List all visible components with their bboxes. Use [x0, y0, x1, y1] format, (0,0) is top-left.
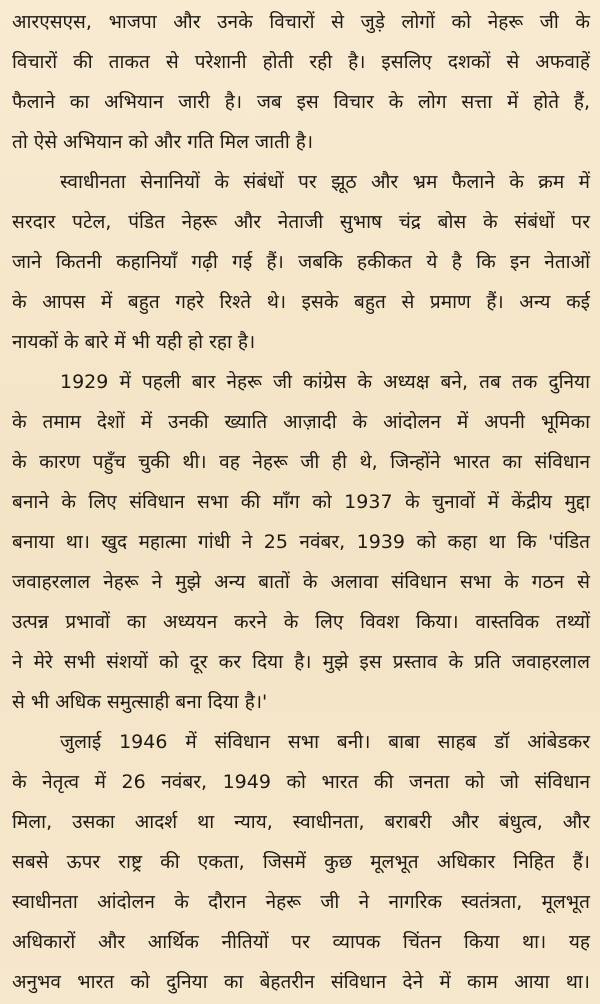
paragraph-4-line-5: स्वाधीनता आंदोलन के दौरान नेहरू जी ने नागरिक स्वतंत्रता, मूलभूत: [12, 891, 590, 913]
paragraph-3-line-3: के कारण पहुँच चुकी थी। वह नेहरू जी ही थे, जिन्होंने भारत का संविधान: [12, 451, 590, 473]
paragraph-2-line-3: जाने कितनी कहानियाँ गढ़ी गई हैं। जबकि हकीकत ये है कि इन नेताओं: [12, 251, 590, 273]
paragraph-4-line-3: मिला, उसका आदर्श था न्याय, स्वाधीनता, बराबरी और बंधुत्व, और: [12, 811, 590, 833]
paragraph-3-line-5: बनाया था। खुद महात्मा गांधी ने 25 नवंबर, 1939 को कहा था कि 'पंडित: [12, 531, 590, 553]
paragraph-3-line-7: उत्पन्न प्रभावों का अध्ययन करने के लिए विवश किया। वास्तविक तथ्यों: [12, 611, 590, 633]
paragraph-4-line-6: अधिकारों और आर्थिक नीतियों पर व्यापक चिंतन किया था। यह: [12, 931, 590, 953]
paragraph-3-line-6: जवाहरलाल नेहरू ने मुझे अन्य बातों के अलावा संविधान सभा के गठन से: [12, 571, 590, 593]
paragraph-1-line-3: फैलाने का अभियान जारी है। जब इस विचार के लोग सत्ता में होते हैं,: [12, 91, 590, 113]
paragraph-3-line-9: से भी अधिक समुत्साही बना दिया है।': [12, 691, 268, 713]
paragraph-2-line-5: नायकों के बारे में भी यही हो रहा है।: [12, 331, 256, 353]
paragraph-1-line-2: विचारों की ताकत से परेशानी होती रही है। इसलिए दशकों से अफवाहें: [12, 51, 590, 73]
paragraph-3-line-4: बनाने के लिए संविधान सभा की माँग को 1937 के चुनावों में केंद्रीय मुद्दा: [12, 491, 590, 513]
paragraph-2-line-2: सरदार पटेल, पंडित नेहरू और नेताजी सुभाष चंद्र बोस के संबंधों पर: [12, 211, 590, 233]
paragraph-1-line-1: आरएसएस, भाजपा और उनके विचारों से जुड़े लोगों को नेहरू जी के: [12, 11, 590, 33]
paragraph-3-line-1: 1929 में पहली बार नेहरू जी कांग्रेस के अध्यक्ष बने, तब तक दुनिया: [60, 371, 590, 393]
paragraph-4-line-7: अनुभव भारत को दुनिया का बेहतरीन संविधान देने में काम आया था।: [12, 971, 590, 993]
paragraph-1-line-4: तो ऐसे अभियान को और गति मिल जाती है।: [12, 131, 314, 153]
paragraph-2-line-4: के आपस में बहुत गहरे रिश्ते थे। इसके बहुत से प्रमाण हैं। अन्य कई: [12, 291, 590, 313]
paragraph-4-line-2: के नेतृत्व में 26 नवंबर, 1949 को भारत की जनता को जो संविधान: [12, 771, 590, 793]
paragraph-4-line-1: जुलाई 1946 में संविधान सभा बनी। बाबा साहब डॉ आंबेडकर: [60, 731, 590, 753]
paragraph-2-line-1: स्वाधीनता सेनानियों के संबंधों पर झूठ और भ्रम फैलाने के क्रम में: [60, 171, 590, 193]
paragraph-4-line-4: सबसे ऊपर राष्ट्र की एकता, जिसमें कुछ मूलभूत अधिकार निहित हैं।: [12, 851, 590, 873]
paragraph-3-line-8: ने मेरे सभी संशयों को दूर कर दिया है। मुझे इस प्रस्ताव के प्रति जवाहरलाल: [12, 651, 590, 673]
paragraph-3-line-2: के तमाम देशों में उनकी ख्याति आज़ादी के आंदोलन में अपनी भूमिका: [12, 411, 590, 433]
